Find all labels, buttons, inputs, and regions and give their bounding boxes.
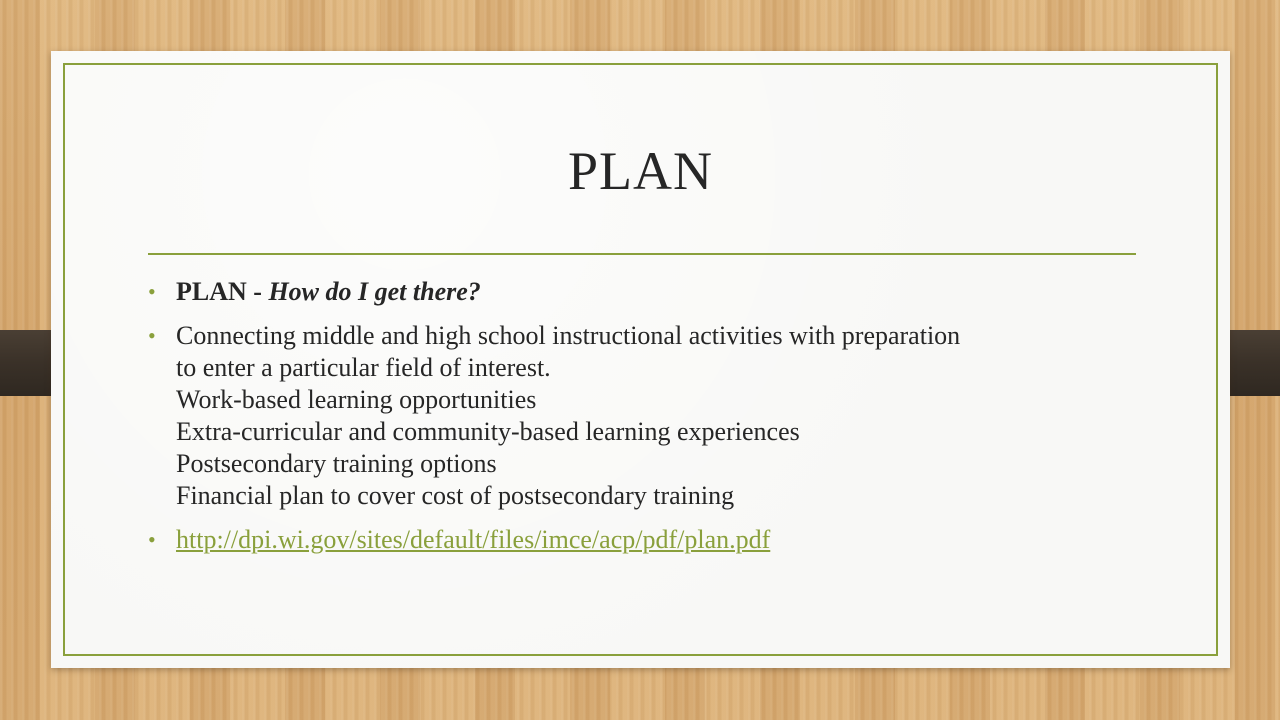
- description-line: to enter a particular field of interest.: [176, 353, 551, 382]
- slide-paper: [51, 51, 1230, 668]
- title-divider: [148, 253, 1136, 255]
- bullet-plan: [148, 276, 1128, 308]
- slide-body: [148, 276, 1128, 568]
- bullet-dot-icon: •: [148, 323, 156, 348]
- description-line: Work-based learning opportunities: [176, 385, 537, 414]
- bullet-link: [148, 524, 1128, 556]
- description-line: Extra-curricular and community-based learning experiences: [176, 417, 800, 446]
- description-line: Connecting middle and high school instructional activities with preparation: [176, 321, 961, 350]
- bullet-dot-icon: •: [148, 279, 156, 304]
- bullet-lead-bold: PLAN -: [176, 277, 269, 306]
- plan-pdf-link[interactable]: http://dpi.wi.gov/sites/default/files/imce/acp/pdf/plan.pdf: [176, 525, 771, 554]
- description-line: Financial plan to cover cost of postsecondary training: [176, 481, 735, 510]
- slide-title: PLAN: [567, 141, 713, 201]
- bullet-description: [148, 320, 1128, 512]
- description-line: Postsecondary training options: [176, 449, 497, 478]
- bullet-lead-question: How do I get there?: [268, 277, 481, 306]
- bullet-dot-icon: •: [148, 527, 156, 552]
